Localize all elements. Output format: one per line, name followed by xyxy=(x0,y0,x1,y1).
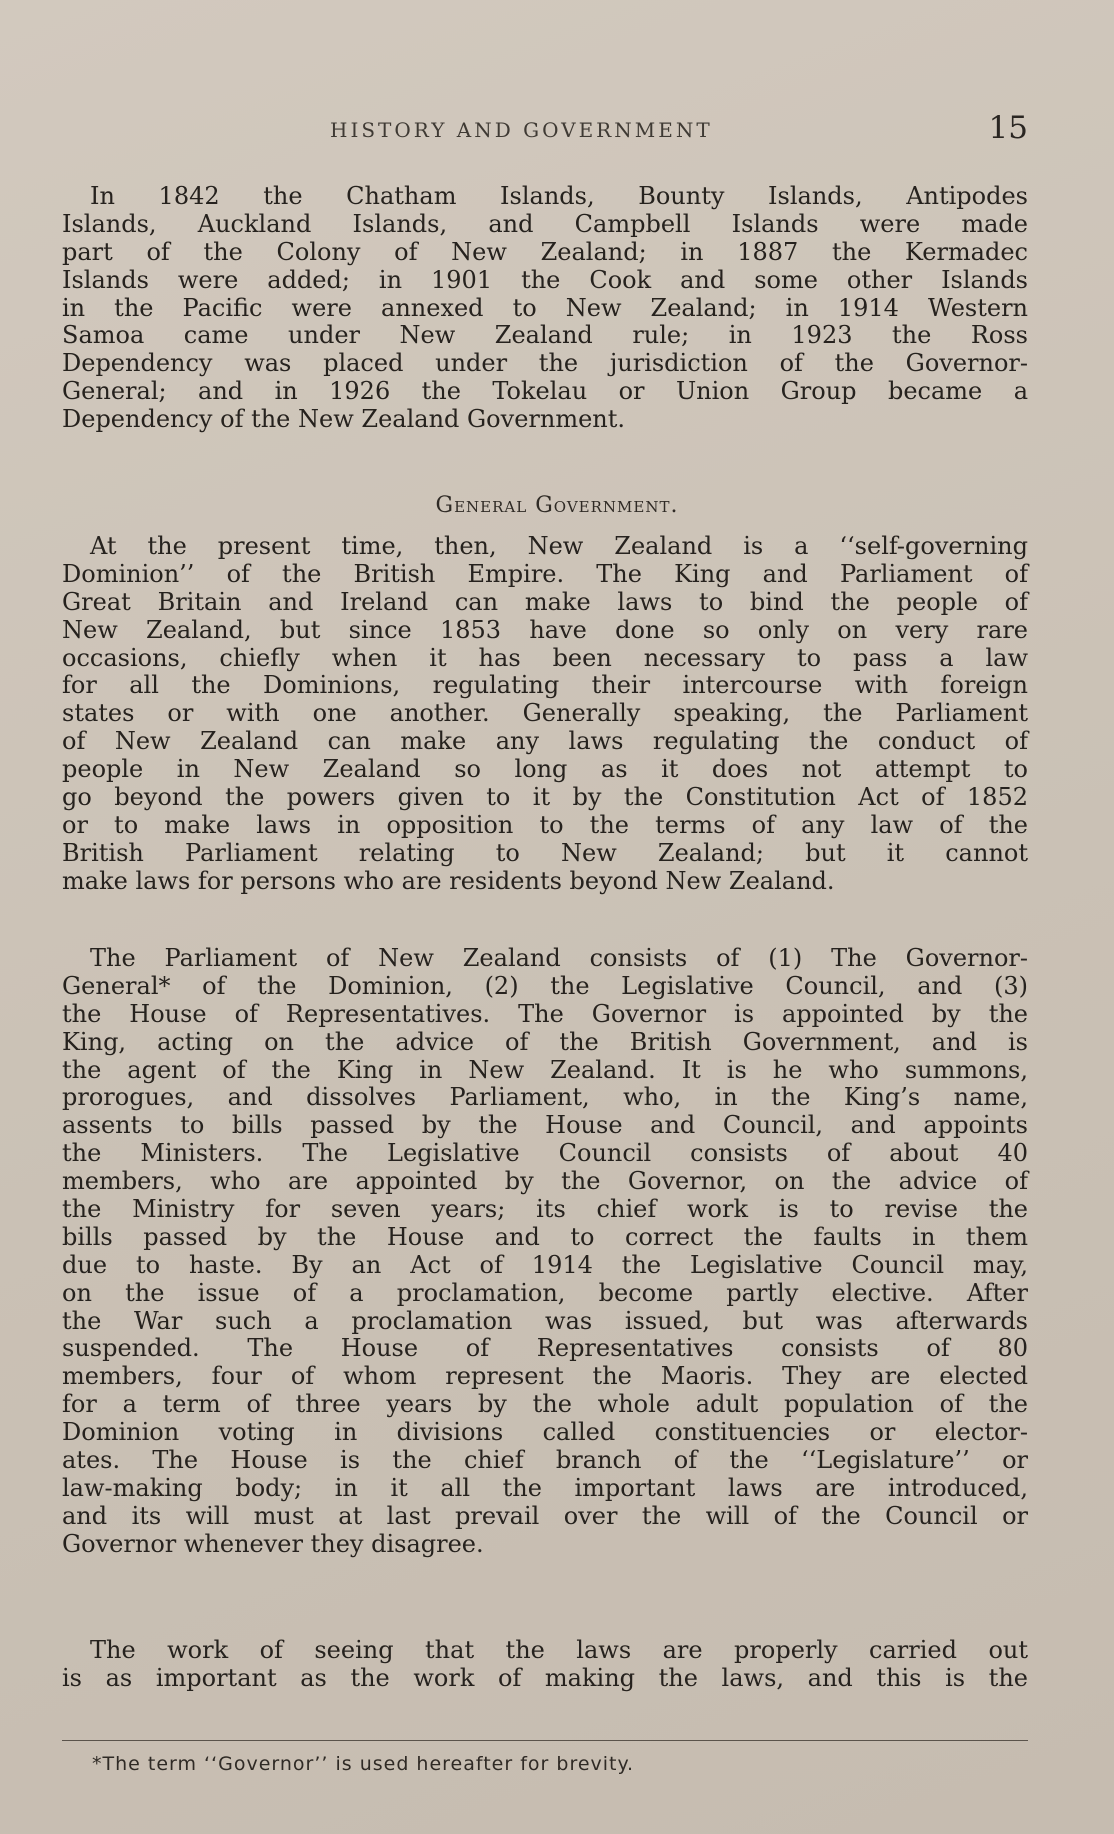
text-line: is as important as the work of making the laws, and this is the xyxy=(62,1663,1028,1692)
text-line: members, four of whom represent the Maoris. They are elected xyxy=(62,1362,1028,1391)
text-line: make laws for persons who are residents beyond New Zealand. xyxy=(62,866,835,895)
footnote: *The term ‘‘Governor’’ is used hereafter for brevity. xyxy=(92,1753,635,1775)
text-line: Great Britain and Ireland can make laws to bind the people of xyxy=(62,587,1028,616)
text-line: Islands, Auckland Islands, and Campbell Islands were made xyxy=(62,209,1028,238)
text-line: the Ministers. The Legislative Council consists of about 40 xyxy=(62,1139,1028,1168)
text-line: occasions, chiefly when it has been necessary to pass a law xyxy=(62,643,1028,672)
paragraph-3 xyxy=(62,945,1028,1559)
text-line: due to haste. By an Act of 1914 the Legislative Council may, xyxy=(62,1250,1028,1279)
running-head: HISTORY AND GOVERNMENT xyxy=(330,118,713,142)
text-line: for all the Dominions, regulating their intercourse with foreign xyxy=(62,671,1028,700)
text-line: In 1842 the Chatham Islands, Bounty Islands, Antipodes xyxy=(90,182,1028,210)
text-line: of New Zealand can make any laws regulating the conduct of xyxy=(62,727,1028,756)
text-line: the House of Representatives. The Governor is appointed by the xyxy=(62,999,1028,1028)
text-line: British Parliament relating to New Zealand; but it cannot xyxy=(62,838,1028,867)
text-line: in the Pacific were annexed to New Zealand; in 1914 Western xyxy=(62,293,1028,322)
text-line: for a term of three years by the whole adult population of the xyxy=(62,1390,1028,1419)
text-line: Dependency of the New Zealand Government. xyxy=(62,405,626,434)
text-line: the agent of the King in New Zealand. It is he who summons, xyxy=(62,1055,1028,1084)
text-line: Dependency was placed under the jurisdiction of the Governor- xyxy=(62,349,1028,378)
text-line: At the present time, then, New Zealand is a ‘‘self-governing xyxy=(90,532,1028,560)
text-line: assents to bills passed by the House and Council, and appoints xyxy=(62,1111,1028,1140)
text-line: and its will must at last prevail over the will of the Council or xyxy=(62,1501,1028,1530)
text-line: Dominion voting in divisions called constituencies or elector- xyxy=(62,1418,1028,1447)
paragraph-2 xyxy=(62,533,1028,896)
text-line: or to make laws in opposition to the terms of any law of the xyxy=(62,810,1028,839)
text-line: Islands were added; in 1901 the Cook and some other Islands xyxy=(62,265,1028,294)
text-line: states or with one another. Generally speaking, the Parliament xyxy=(62,699,1028,728)
text-line: ates. The House is the chief branch of the ‘‘Legislature’’ or xyxy=(62,1446,1028,1475)
text-line: Samoa came under New Zealand rule; in 1923 the Ross xyxy=(62,321,1028,350)
text-line: New Zealand, but since 1853 have done so only on very rare xyxy=(62,615,1028,644)
footnote-divider xyxy=(62,1740,1028,1741)
text-line: General; and in 1926 the Tokelau or Union Group became a xyxy=(62,377,1028,406)
text-line: bills passed by the House and to correct the faults in them xyxy=(62,1222,1028,1251)
page-number: 15 xyxy=(988,110,1028,146)
text-line: The work of seeing that the laws are properly carried out xyxy=(90,1636,1028,1664)
page-header xyxy=(0,110,1114,156)
text-line: Dominion’’ of the British Empire. The King and Parliament of xyxy=(62,559,1028,588)
text-line: on the issue of a proclamation, become partly elective. After xyxy=(62,1278,1028,1307)
text-line: The Parliament of New Zealand consists of (1) The Governor- xyxy=(90,944,1028,972)
text-line: the War such a proclamation was issued, but was afterwards xyxy=(62,1306,1028,1335)
text-line: law-making body; in it all the important laws are introduced, xyxy=(62,1473,1028,1502)
paragraph-1 xyxy=(62,183,1028,434)
text-line: members, who are appointed by the Governor, on the advice of xyxy=(62,1167,1028,1196)
text-line: suspended. The House of Representatives consists of 80 xyxy=(62,1334,1028,1363)
text-line: part of the Colony of New Zealand; in 1887 the Kermadec xyxy=(62,237,1028,266)
text-line: people in New Zealand so long as it does not attempt to xyxy=(62,755,1028,784)
text-line: Governor whenever they disagree. xyxy=(62,1529,484,1558)
text-line: go beyond the powers given to it by the Constitution Act of 1852 xyxy=(62,783,1028,812)
text-line: prorogues, and dissolves Parliament, who, in the King’s name, xyxy=(62,1083,1028,1112)
section-heading: General Government. xyxy=(435,493,679,518)
text-line: the Ministry for seven years; its chief work is to revise the xyxy=(62,1195,1028,1224)
paragraph-4 xyxy=(62,1637,1028,1693)
text-line: King, acting on the advice of the British Government, and is xyxy=(62,1027,1028,1056)
text-line: General* of the Dominion, (2) the Legislative Council, and (3) xyxy=(62,971,1028,1000)
